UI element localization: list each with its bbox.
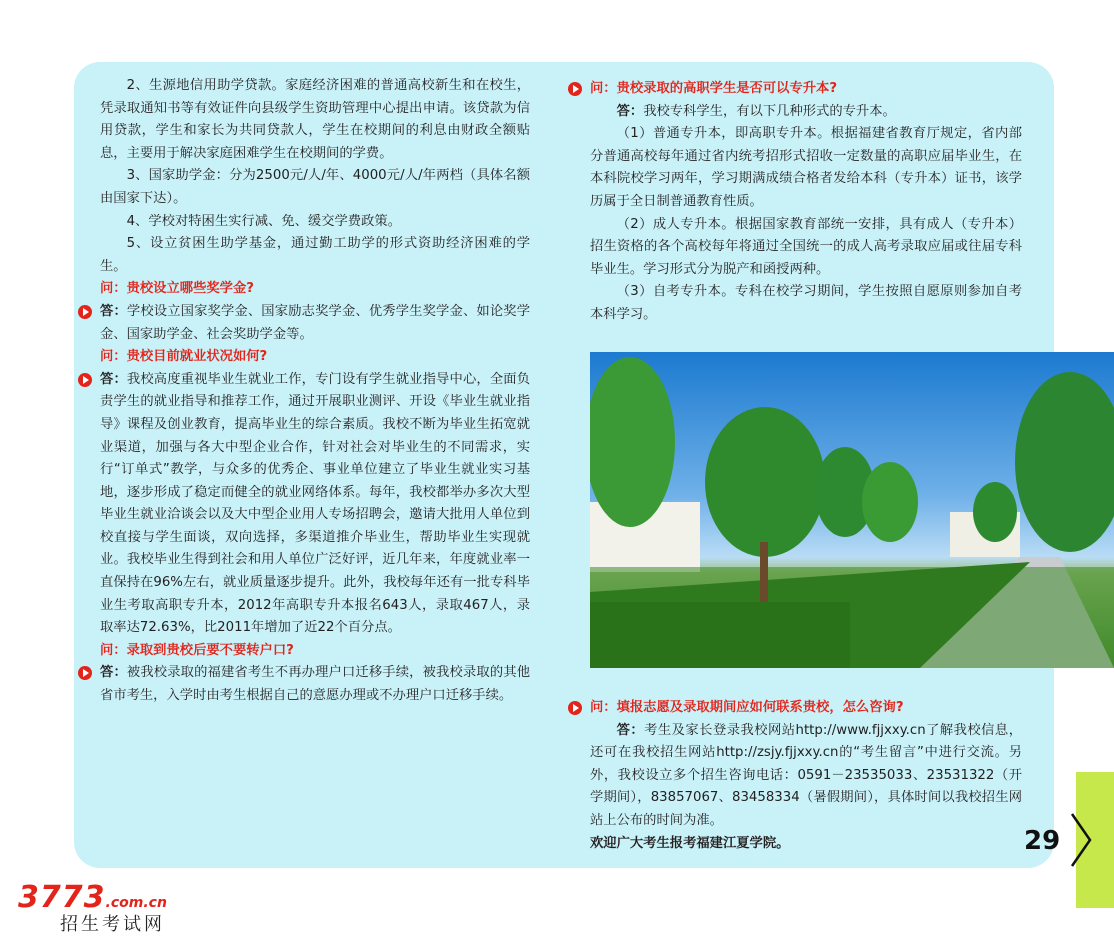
campus-photo-illustration <box>590 352 1114 668</box>
campus-photo <box>590 352 1114 668</box>
answer-text: 学校设立国家奖学金、国家励志奖学金、优秀学生奖学金、如论奖学金、国家助学金、社会奖助学金等。 <box>100 303 531 342</box>
welcome-text: 欢迎广大考生报考福建江夏学院。 <box>590 835 790 851</box>
answer-label: 答： <box>616 722 645 738</box>
answer-household-registration <box>100 662 530 707</box>
loan-item-3: 3、国家助学金：分为2500元/人/年、4000元/人/年两档（具体名额由国家下达）。 <box>100 168 530 206</box>
page-number: 29 <box>1024 826 1061 856</box>
loan-item-4: 4、学校对特困生实行减、免、缓交学费政策。 <box>126 213 401 229</box>
question-upgrade-row <box>590 78 1022 101</box>
upgrade-item-3: （3）自考专升本。专科在校学习期间，学生按照自愿原则参加自考本科学习。 <box>590 284 1022 322</box>
answer-text: 考生及家长登录我校网站http://www.fjjxxy.cn了解我校信息，还可在我校招生网站http://zsjy.fjjxxy.cn的“考生留言”中进行交流。另外，我校设立多个招生咨询电话：0591－23535033、23531322（开学期间），83857067、83458334（暑假期间），具体时间以我校招生网站上公布的时间为准。 <box>590 722 1022 828</box>
right-column-top <box>590 78 1022 327</box>
question-contact-row <box>590 697 1022 720</box>
answer-label: 答： <box>616 103 644 119</box>
answer-employment <box>100 369 530 640</box>
question-employment: 问：贵校目前就业状况如何? <box>100 349 268 365</box>
answer-contact <box>590 720 1022 833</box>
answer-upgrade <box>590 101 1022 124</box>
answer-text: 被我校录取的福建省考生不再办理户口迁移手续，被我校录取的其他省市考生，入学时由考生根据自己的意愿办理或不办理户口迁移手续。 <box>100 665 531 704</box>
loan-item-2: 2、生源地信用助学贷款。家庭经济困难的普通高校新生和在校生，凭录取通知书等有效证件向县级学生资助管理中心提出申请。该贷款为信用贷款，学生和家长为共同贷款人，学生在校期间的利息由财政全额贴息，主要用于解决家庭困难学生在校期间的学费。 <box>100 78 530 161</box>
logo-domain: .com.cn <box>105 895 167 911</box>
left-column <box>100 75 530 708</box>
upgrade-item-1: （1）普通专升本，即高职专升本。根据福建省教育厅规定，省内部分普通高校每年通过省内统考招形式招收一定数量的高职应届毕业生，在本科院校学习两年，学习期满成绩合格者发给本科（专升本）证书，该学历属于全日制普通教育性质。 <box>590 126 1022 209</box>
question-household-registration: 问：录取到贵校后要不要转户口? <box>100 642 294 658</box>
logo-subtitle: 招生考试网 <box>60 914 165 935</box>
answer-label: 答： <box>100 665 127 681</box>
question-contact: 问：填报志愿及录取期间应如何联系贵校，怎么咨询? <box>590 700 904 715</box>
right-column-bottom <box>590 697 1022 855</box>
answer-text: 我校高度重视毕业生就业工作，专门设有学生就业指导中心，全面负责学生的就业指导和推荐工作，通过开展职业测评、开设《毕业生就业指导》课程及创业教育，提高毕业生的综合素质。我校不断为毕业生拓宽就业渠道，加强与各大中型企业合作，针对社会对毕业生的不同需求，实行“订单式”教学，与众多的优秀企、事业单位建立了毕业生就业实习基地，逐步形成了稳定而健全的就业网络体系。每年，我校都举办多次大型毕业生就业洽谈会以及大中型企业用人专场招聘会，邀请大批用人单位到校直接与学生面谈，双向选择，多渠道推介毕业生，帮助毕业生实现就业。我校毕业生得到社会和用人单位广泛好评，近几年来，年度就业率一直保持在96%左右，就业质量逐步提升。此外，我校每年还有一批专科毕业生考取高职专升本，2012年高职专升本报名643人，录取467人，录取率达72.63%，比2011年增加了近22个百分点。 <box>100 371 531 636</box>
question-upgrade: 问：贵校录取的高职学生是否可以专升本? <box>590 81 838 96</box>
answer-scholarships <box>100 301 530 346</box>
arrow-bullet-icon <box>78 305 92 319</box>
logo-number: 3773 <box>18 880 106 915</box>
answer-label: 答： <box>100 371 127 387</box>
answer-label: 答： <box>100 303 127 319</box>
loan-item-5: 5、设立贫困生助学基金，通过勤工助学的形式资助经济困难的学生。 <box>100 236 530 274</box>
arrow-bullet-icon <box>78 373 92 387</box>
chevron-right-icon <box>1068 810 1094 870</box>
question-scholarships: 问：贵校设立哪些奖学金? <box>100 281 254 297</box>
answer-text: 我校专科学生，有以下几种形式的专升本。 <box>643 103 896 119</box>
arrow-bullet-icon <box>568 701 582 715</box>
upgrade-item-2: （2）成人专升本。根据国家教育部统一安排，具有成人（专升本）招生资格的各个高校每年将通过全国统一的成人高考录取应届或往届专科毕业生。学习形式分为脱产和函授两种。 <box>590 216 1022 277</box>
arrow-bullet-icon <box>568 82 582 96</box>
